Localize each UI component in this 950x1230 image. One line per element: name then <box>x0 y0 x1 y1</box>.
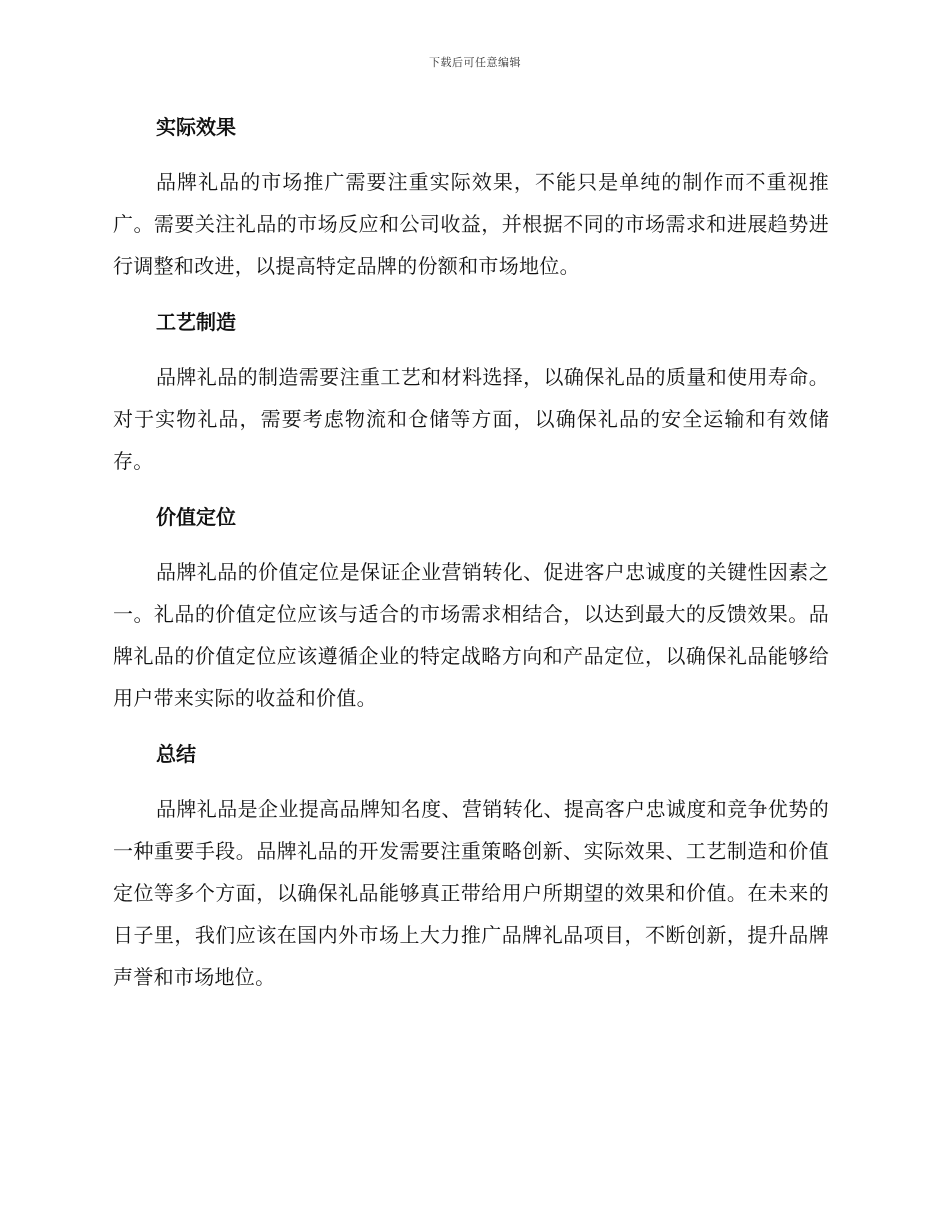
page-header: 下载后可任意编辑 <box>429 56 521 69</box>
section-paragraph: 品牌礼品的制造需要注重工艺和材料选择，以确保礼品的质量和使用寿命。对于实物礼品，需要考虑物流和仓储等方面，以确保礼品的安全运输和有效储存。 <box>113 365 829 473</box>
section-heading: 总结 <box>156 742 196 766</box>
section-heading: 价值定位 <box>156 505 236 529</box>
section-craft-manufacturing <box>113 305 829 482</box>
section-value-positioning <box>113 500 829 719</box>
section-paragraph: 品牌礼品的市场推广需要注重实际效果，不能只是单纯的制作而不重视推广。需要关注礼品的市场反应和公司收益，并根据不同的市场需求和进展趋势进行调整和改进，以提高特定品牌的份额和市场地位。 <box>113 170 829 278</box>
section-actual-effect <box>113 110 829 287</box>
section-heading: 工艺制造 <box>156 310 236 334</box>
section-paragraph: 品牌礼品是企业提高品牌知名度、营销转化、提高客户忠诚度和竞争优势的一种重要手段。品牌礼品的开发需要注重策略创新、实际效果、工艺制造和价值定位等多个方面，以确保礼品能够真正带给用户所期望的效果和价值。在未来的日子里，我们应该在国内外市场上大力推广品牌礼品项目，不断创新，提升品牌声誉和市场地位。 <box>113 797 829 989</box>
section-summary <box>113 737 829 998</box>
section-heading: 实际效果 <box>156 115 236 139</box>
section-paragraph: 品牌礼品的价值定位是保证企业营销转化、促进客户忠诚度的关键性因素之一。礼品的价值定位应该与适合的市场需求相结合，以达到最大的反馈效果。品牌礼品的价值定位应该遵循企业的特定战略方向和产品定位，以确保礼品能够给用户带来实际的收益和价值。 <box>113 560 829 710</box>
